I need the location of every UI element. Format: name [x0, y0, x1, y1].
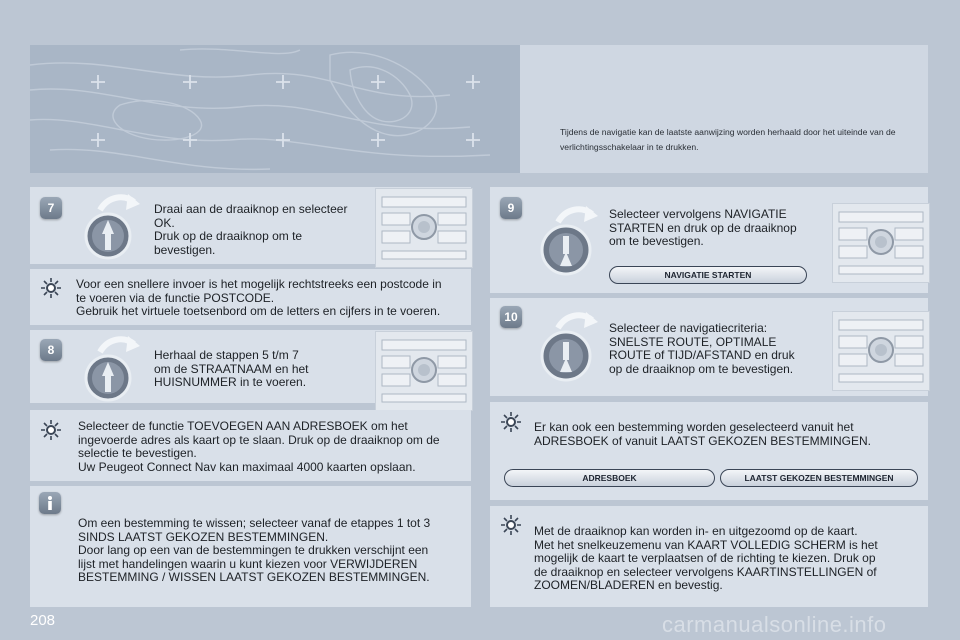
- step-number-badge: 10: [500, 306, 522, 328]
- header-note-panel: [520, 45, 928, 173]
- step-10-text: Selecteer de navigatiecriteria: SNELSTE ROUTE, OPTIMALE ROUTE of TIJD/AFSTAND en druk op de draaiknop om te bevestigen.: [609, 321, 795, 376]
- page-number: 208: [30, 612, 56, 629]
- tip-zoom-text: Met de draaiknop kan worden in- en uitgezoomd op de kaart. Met het snelkeuzemenu van KAART VOLLEDIG SCHERM is het mogelijk de kaart te verplaatsen of de richting te kiezen. Druk op de draaiknop en selecteer vervolgens KAARTINSTELLINGEN of ZOOMEN/BLADEREN en bevestig.: [534, 524, 878, 592]
- radio-panel-image: [375, 331, 473, 411]
- radio-panel-image: [832, 311, 930, 391]
- rotary-knob-icon: [78, 188, 148, 263]
- step-8-text: Herhaal de stappen 5 t/m 7 om de STRAATNAAM en het HUISNUMMER in te voeren.: [154, 348, 309, 389]
- rotary-knob-icon: [536, 200, 606, 280]
- lightbulb-tip-icon: [39, 418, 63, 442]
- radio-panel-image: [832, 203, 930, 283]
- radio-panel-image: [375, 188, 473, 268]
- step-number-badge: 8: [40, 339, 62, 361]
- lightbulb-tip-icon: [499, 410, 523, 434]
- info-icon: [39, 492, 61, 514]
- adresboek-button[interactable]: ADRESBOEK: [504, 469, 715, 487]
- laatst-gekozen-bestemmingen-button[interactable]: LAATST GEKOZEN BESTEMMINGEN: [720, 469, 918, 487]
- step-9-text: Selecteer vervolgens NAVIGATIE STARTEN en druk op de draaiknop om te bevestigen.: [609, 207, 797, 248]
- rotary-knob-icon: [536, 306, 606, 386]
- rotary-knob-icon: [78, 330, 148, 405]
- tip-postcode-text: Voor een snellere invoer is het mogelijk rechtstreeks een postcode in te voeren via de functie POSTCODE. Gebruik het virtuele toetsenbord om de letters en cijfers in te voeren.: [76, 277, 442, 318]
- lightbulb-tip-icon: [499, 513, 523, 537]
- info-text: Om een bestemming te wissen; selecteer vanaf de etappes 1 tot 3 SINDS LAATST GEKOZEN BESTEMMINGEN. Door lang op een van de bestemmingen te drukken verschijnt een lijst met handelingen waarin u kunt kiezen voor VERWIJDEREN BESTEMMING / WISSEN LAATST GEKOZEN BESTEMMINGEN.: [78, 516, 431, 584]
- header-note-text: Tijdens de navigatie kan de laatste aanwijzing worden herhaald door het uiteinde van de verlichtingsschakelaar in te drukken.: [560, 127, 896, 152]
- step-7-text: Draai aan de draaiknop en selecteer OK. Druk op de draaiknop om te bevestigen.: [154, 202, 348, 257]
- step-number-badge: 9: [500, 197, 522, 219]
- watermark: carmanualsonline.info: [662, 612, 887, 637]
- tip-addressbook-text: Selecteer de functie TOEVOEGEN AAN ADRESBOEK om het ingevoerde adres als kaart op te slaan. Druk op de draaiknop om de selectie te bevestigen. Uw Peugeot Connect Nav kan maximaal 4000 kaarten opslaan.: [78, 419, 440, 474]
- lightbulb-tip-icon: [39, 276, 63, 300]
- step-number-badge: 7: [40, 197, 62, 219]
- map-header: [30, 45, 928, 173]
- tip-destination-text: Er kan ook een bestemming worden geselecteerd vanuit het ADRESBOEK of vanuit LAATST GEKOZEN BESTEMMINGEN.: [534, 420, 871, 448]
- navigatie-starten-button[interactable]: NAVIGATIE STARTEN: [609, 266, 807, 284]
